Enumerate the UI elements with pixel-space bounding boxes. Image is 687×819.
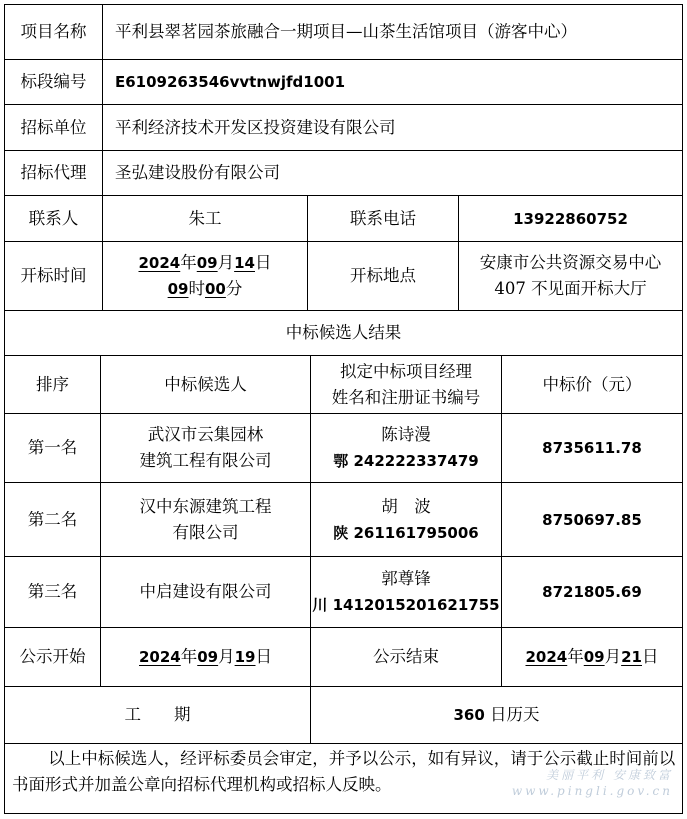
candidate-name-line1: 武汉市云集园林 [147,425,264,444]
manager-cert: 鄂 242222337479 [333,452,479,470]
candidate-name [101,557,310,627]
candidate-name [101,414,310,482]
candidate-price: 8721805.69 [542,583,642,601]
header-manager [311,356,501,413]
manager-name: 陈诗漫 [381,425,431,444]
candidate-price: 8750697.85 [542,510,642,529]
result-title: 中标候选人结果 [285,323,402,342]
candidate-name-line2: 建筑工程有限公司 [139,451,272,470]
candidate-name-line1: 中启建设有限公司 [139,582,272,601]
candidate-rank: 第一名 [27,438,78,457]
header-candidate: 中标候选人 [164,374,247,394]
duration-number: 360 [453,706,485,724]
manager-name: 郭尊锋 [381,569,431,588]
candidate-manager [311,557,501,627]
header-manager-line2: 姓名和注册证书编号 [331,387,481,407]
opening-clock: 09时00分 [167,279,243,298]
candidate-manager [311,414,501,482]
contact-value: 朱工 [188,208,222,228]
publicity-start-value: 2024 年 09 月 19 日 [139,647,272,666]
manager-name: 胡 波 [381,496,431,516]
phone-value: 13922860752 [513,209,628,228]
candidate-rank: 第三名 [27,582,78,601]
opening-place-line2: 407 不见面开标大厅 [494,279,647,298]
tenderer-label: 招标单位 [20,117,87,137]
publicity-end-label: 公示结束 [373,647,439,666]
project-name-label: 项目名称 [20,22,87,41]
contact-label: 联系人 [28,208,79,228]
candidate-price: 8735611.78 [542,439,642,457]
opening-time-value [103,242,307,310]
watermark-line1: 美丽平利 安康致富 [546,768,673,782]
objection-note: 以上中标候选人，经评标委员会审定，并予以公示，如有异议，请于公示截止时间前以书面形式并加盖公章向招标代理机构或招标人反映。 [12,749,676,794]
candidate-rank: 第二名 [27,509,78,529]
site-watermark [512,767,673,799]
duration-unit: 日历天 [490,705,540,724]
watermark-line2: www.pingli.gov.cn [511,784,673,798]
section-no-value: E6109263546vvtnwjfd1001 [115,73,346,91]
manager-cert: 川 1412015201621755 [312,596,500,614]
duration-value [311,687,682,743]
opening-place-label: 开标地点 [350,266,416,285]
publicity-start-label: 公示开始 [19,647,86,666]
header-rank: 排序 [36,374,69,394]
opening-time-label: 开标时间 [20,266,87,285]
agent-value: 圣弘建设股份有限公司 [115,163,280,182]
publicity-end-value: 2024 年 09 月 21 日 [525,647,659,666]
manager-cert: 陕 261161795006 [333,523,479,542]
opening-place-value [459,242,682,310]
candidate-manager [311,483,501,556]
agent-label: 招标代理 [20,163,87,182]
candidate-name [101,483,310,556]
header-manager-line1: 拟定中标项目经理 [340,361,472,381]
section-no-label: 标段编号 [20,72,87,91]
header-price: 中标价（元） [542,374,642,394]
tenderer-value: 平利经济技术开发区投资建设有限公司 [115,117,396,137]
opening-place-line1: 安康市公共资源交易中心 [479,253,662,272]
candidate-name-line2: 有限公司 [172,522,239,542]
candidate-name-line1: 汉中东源建筑工程 [139,496,272,516]
opening-date: 2024年09月14日 [138,253,272,272]
duration-label: 工 期 [124,705,191,724]
phone-label: 联系电话 [350,208,416,228]
project-name-value: 平利县翠茗园茶旅融合一期项目—山茶生活馆项目（游客中心） [115,22,577,41]
